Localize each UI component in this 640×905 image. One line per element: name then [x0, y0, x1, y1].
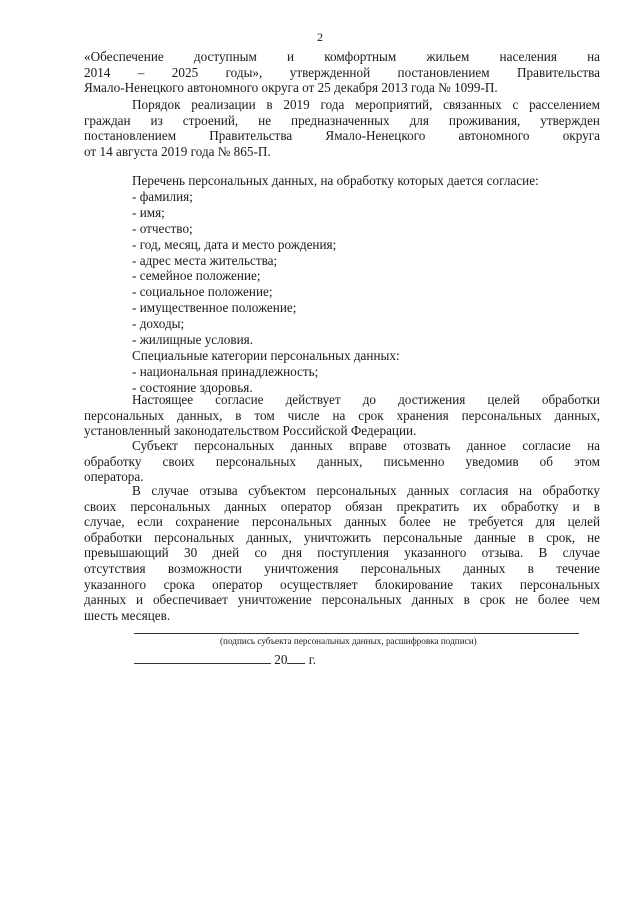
text-line: шесть месяцев. [84, 607, 171, 623]
personal-data-list [132, 173, 602, 396]
date-suffix: г. [308, 652, 316, 667]
text-line: Настоящее согласие действует до достижения целей обработки [132, 392, 600, 407]
validity-paragraph [84, 392, 600, 439]
text-line: 2014 – 2025 годы», утвержденной постановлением Правительства [84, 64, 600, 80]
text-line: Ямало-Ненецкого автономного округа от 25 декабря 2013 года № 1099-П. [84, 80, 498, 96]
list-item: - состояние здоровья. [132, 379, 253, 395]
list-item: - жилищные условия. [132, 332, 253, 348]
text-line: указанного срока оператор осуществляет блокирование таких персональных [84, 576, 600, 592]
text-line: своих персональных данных оператор обязан прекратить их обработку и в [84, 498, 600, 514]
text-line: В случае отзыва субъектом персональных данных согласия на обработку [132, 483, 600, 498]
text-line: обработку своих персональных данных, письменно уведомив об этом [84, 453, 600, 469]
date-blank [134, 651, 271, 664]
text-line: постановлением Правительства Ямало-Ненецкого автономного округа [84, 128, 600, 144]
list-item: - национальная принадлежность; [132, 363, 319, 379]
special-list-heading: Специальные категории персональных данных: [132, 347, 400, 363]
text-line: случае, если сохранение персональных данных более не требуется для целей [84, 514, 600, 530]
page-number: 2 [317, 30, 323, 44]
list-item: - адрес места жительства; [132, 252, 278, 268]
list-item: - социальное положение; [132, 284, 273, 300]
text-line: персональных данных, в том числе на срок хранения персональных данных, [84, 407, 600, 423]
list-item: - фамилия; [132, 188, 193, 204]
signature-line [134, 633, 579, 634]
list-item: - семейное положение; [132, 268, 261, 284]
list-item: - имя; [132, 204, 165, 220]
list-item: - год, месяц, дата и место рождения; [132, 236, 337, 252]
intro-paragraph [84, 49, 600, 96]
text-line: Порядок реализации в 2019 года мероприятий, связанных с расселением [132, 97, 600, 112]
revocation-paragraph [84, 438, 600, 485]
text-line: от 14 августа 2019 года № 865-П. [84, 143, 271, 159]
text-line: Субъект персональных данных вправе отозвать данное согласие на [132, 438, 600, 453]
signature-caption: (подпись субъекта персональных данных, расшифровка подписи) [220, 636, 477, 646]
procedure-paragraph [84, 97, 600, 159]
year-blank [287, 651, 305, 664]
list-item: - имущественное положение; [132, 300, 297, 316]
text-line: установленный законодательством Российской Федерации. [84, 423, 417, 439]
date-year-prefix: 20 [274, 652, 288, 667]
list-heading: Перечень персональных данных, на обработку которых дается согласие: [132, 173, 539, 188]
list-item: - доходы; [132, 316, 185, 332]
list-item: - отчество; [132, 220, 193, 236]
date-line [134, 651, 316, 668]
withdrawal-paragraph [84, 483, 600, 623]
text-line: обработки персональных данных, уничтожить персональные данные в срок, не [84, 529, 600, 545]
text-line: данных и обеспечивает уничтожение персональных данных в срок не более чем [84, 592, 600, 608]
text-line: «Обеспечение доступным и комфортным жильем населения на [84, 49, 600, 64]
text-line: граждан из строений, не предназначенных для проживания, утвержден [84, 112, 600, 128]
text-line: оператора. [84, 469, 144, 485]
text-line: превышающий 30 дней со дня поступления указанного отзыва. В случае [84, 545, 600, 561]
text-line: отсутствия возможности уничтожения персональных данных в течение [84, 560, 600, 576]
